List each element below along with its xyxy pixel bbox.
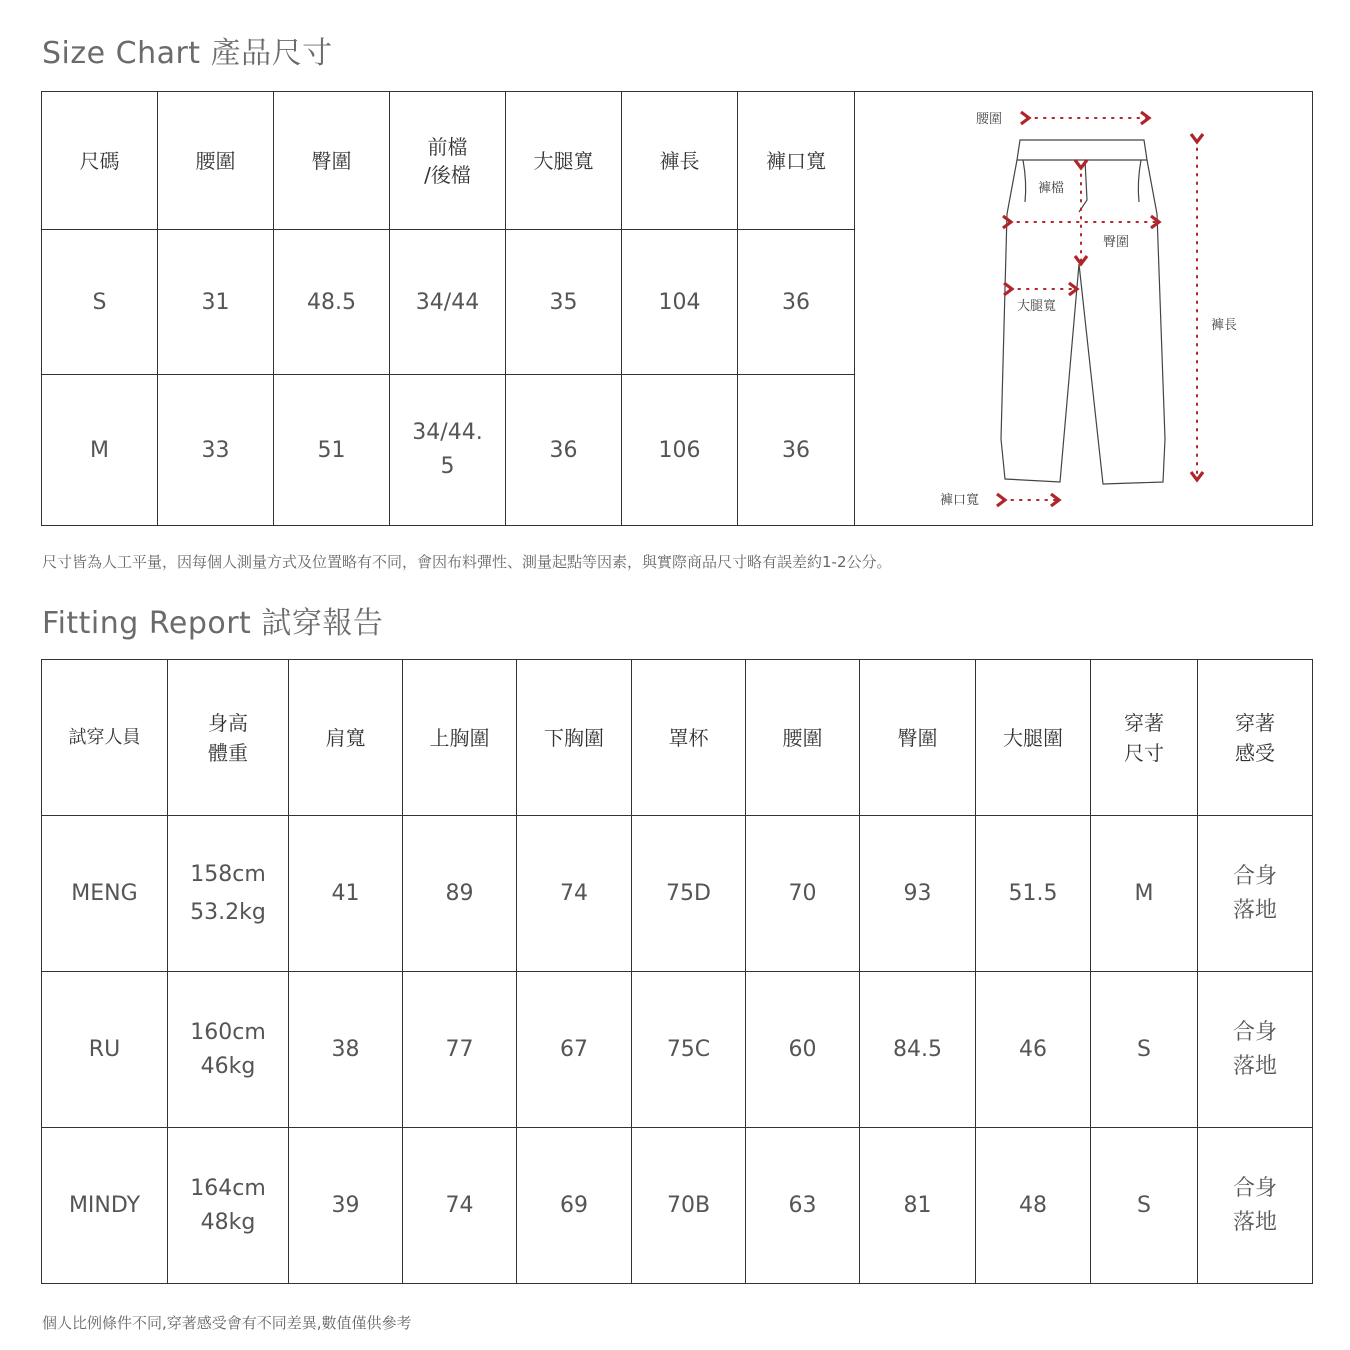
cell: 70B [632,1128,746,1284]
cell: 46 [976,972,1091,1128]
cell: 69 [517,1128,632,1284]
header-size: 尺碼 [42,92,158,230]
cell: 89 [403,816,517,972]
pants-diagram [855,94,1311,524]
size-chart-header-row [42,92,1313,230]
header-thigh: 大腿圍 [976,660,1091,816]
cell: 63 [746,1128,860,1284]
fitting-header-row [42,660,1313,816]
fitting-row-ru [42,972,1313,1128]
cell: S [1091,1128,1198,1284]
header-hip: 臀圍 [274,92,390,230]
cell: 合身 落地 [1198,1128,1313,1284]
size-chart-title: Size Chart 產品尺寸 [42,36,333,71]
header-worn-size: 穿著 尺寸 [1091,660,1198,816]
fitting-row-mindy [42,1128,1313,1284]
cell: 41 [289,816,403,972]
header-hem: 褲口寬 [738,92,855,230]
cell: 51 [274,375,390,526]
cell: MINDY [42,1128,168,1284]
cell: 84.5 [860,972,976,1128]
cell: 160cm 46kg [168,972,289,1128]
fitting-row-meng [42,816,1313,972]
cell: 60 [746,972,860,1128]
header-thigh: 大腿寬 [506,92,622,230]
cell: 34/44. 5 [390,375,506,526]
cell: M [1091,816,1198,972]
header-fit-feeling: 穿著 感受 [1198,660,1313,816]
size-chart-note: 尺寸皆為人工平量，因每個人測量方式及位置略有不同，會因布料彈性、測量起點等因素，與實際商品尺寸略有誤差約1-2公分。 [42,553,892,571]
cell: 158cm 53.2kg [168,816,289,972]
hip-label: 臀圍 [1103,234,1130,250]
header-model: 試穿人員 [42,660,168,816]
cell: 33 [158,375,274,526]
header-waist: 腰圍 [746,660,860,816]
thigh-label: 大腿寬 [1017,298,1057,314]
cell: 93 [860,816,976,972]
cell: 74 [403,1128,517,1284]
cell: 35 [506,230,622,375]
header-height-weight: 身高 體重 [168,660,289,816]
pants-diagram-cell [855,92,1313,526]
hem-label: 褲口寬 [940,492,980,508]
cell: 75C [632,972,746,1128]
header-shoulder: 肩寬 [289,660,403,816]
fitting-report-title: Fitting Report 試穿報告 [42,606,384,641]
size-chart-table [41,91,1313,526]
cell: S [1091,972,1198,1128]
cell: 75D [632,816,746,972]
rise-label: 褲檔 [1038,180,1065,196]
header-under-bust: 下胸圍 [517,660,632,816]
cell: 104 [622,230,738,375]
cell: 164cm 48kg [168,1128,289,1284]
cell: 34/44 [390,230,506,375]
cell: 81 [860,1128,976,1284]
cell: 38 [289,972,403,1128]
cell: 70 [746,816,860,972]
cell: 合身 落地 [1198,816,1313,972]
cell: 48 [976,1128,1091,1284]
cell: 51.5 [976,816,1091,972]
cell: 77 [403,972,517,1128]
cell: 67 [517,972,632,1128]
header-waist: 腰圍 [158,92,274,230]
header-length: 褲長 [622,92,738,230]
length-label: 褲長 [1211,317,1238,333]
cell: 48.5 [274,230,390,375]
cell: M [42,375,158,526]
cell: 36 [738,375,855,526]
header-upper-bust: 上胸圍 [403,660,517,816]
waist-label: 腰圍 [976,111,1003,127]
cell: S [42,230,158,375]
header-hip: 臀圍 [860,660,976,816]
fitting-report-table [41,659,1313,1284]
cell: 31 [158,230,274,375]
cell: 74 [517,816,632,972]
cell: 36 [738,230,855,375]
cell: 合身 落地 [1198,972,1313,1128]
cell: 106 [622,375,738,526]
fitting-report-note: 個人比例條件不同,穿著感受會有不同差異,數值僅供參考 [42,1314,412,1332]
cell: RU [42,972,168,1128]
cell: 36 [506,375,622,526]
header-cup: 罩杯 [632,660,746,816]
header-rise: 前檔 /後檔 [390,92,506,230]
cell: 39 [289,1128,403,1284]
cell: MENG [42,816,168,972]
